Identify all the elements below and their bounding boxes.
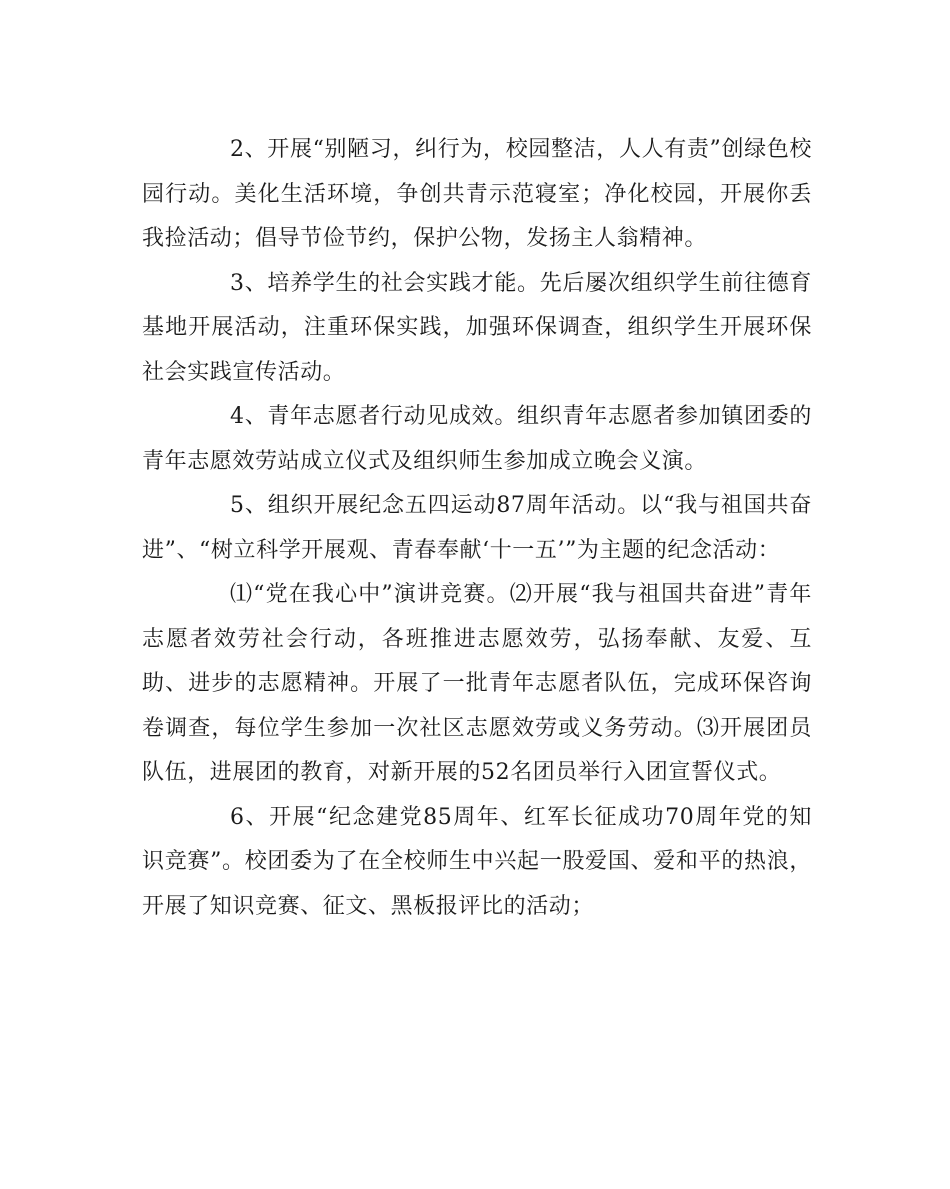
paragraph-item-5: 5、组织开展纪念五四运动87周年活动。以“我与祖国共奋进”、“树立科学开展观、青春奉献‘十一五’”为主题的纪念活动： (142, 493, 812, 563)
document-body (142, 128, 812, 929)
paragraph-item-6: 6、开展“纪念建党85周年、红军长征成功70周年党的知识竞赛”。校团委为了在全校师生中兴起一股爱国、爱和平的热浪，开展了知识竞赛、征文、黑板报评比的活动； (142, 804, 812, 919)
paragraph-item-4: 4、青年志愿者行动见成效。组织青年志愿者参加镇团委的青年志愿效劳站成立仪式及组织师生参加成立晚会义演。 (142, 404, 812, 474)
paragraph-item-2: 2、开展“别陋习，纠行为，校园整洁，人人有责”创绿色校园行动。美化生活环境，争创共青示范寝室；净化校园，开展你丢我捡活动；倡导节俭节约，保护公物，发扬主人翁精神。 (142, 137, 812, 251)
paragraph-item-5-details: ⑴“党在我心中”演讲竞赛。⑵开展“我与祖国共奋进”青年志愿者效劳社会行动，各班推进志愿效劳，弘扬奉献、友爱、互助、进步的志愿精神。开展了一批青年志愿者队伍，完成环保咨询卷调查，每位学生参加一次社区志愿效劳或义务劳动。⑶开展团员队伍，进展团的教育，对新开展的52名团员举行入团宣誓仪式。 (142, 582, 812, 785)
paragraph-item-3: 3、培养学生的社会实践才能。先后屡次组织学生前往德育基地开展活动，注重环保实践，加强环保调查，组织学生开展环保社会实践宣传活动。 (142, 270, 812, 385)
